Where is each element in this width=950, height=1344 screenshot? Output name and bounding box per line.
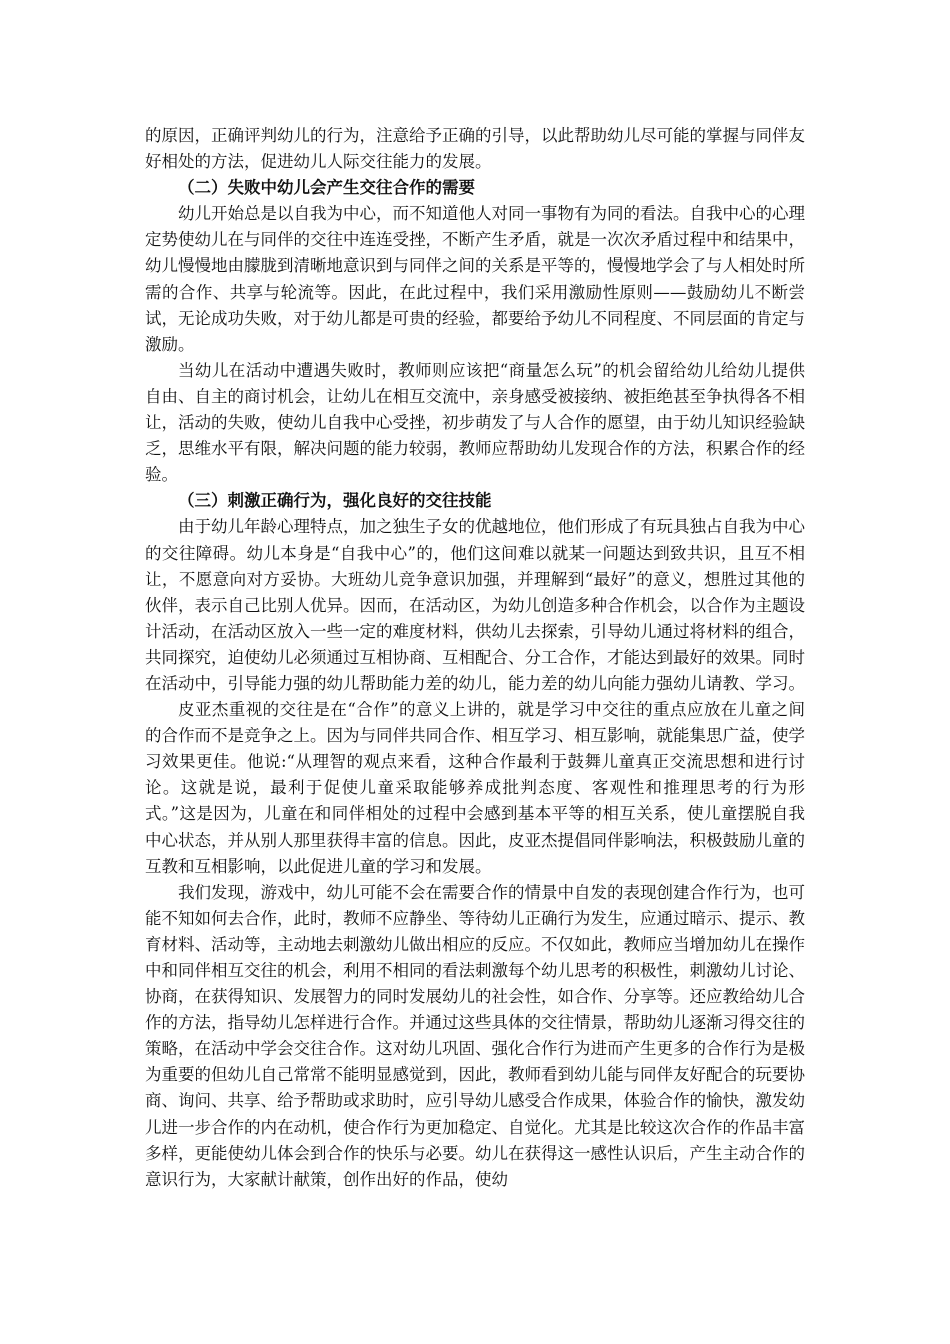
section-heading-3: （三）刺激正确行为，强化良好的交往技能 bbox=[178, 491, 492, 511]
paragraph-continued: 的原因，正确评判幼儿的行为，注意给予正确的引导，以此帮助幼儿尽可能的掌握与同伴友好相处的方法，促进幼儿人际交往能力的发展。 bbox=[145, 126, 805, 172]
document-body bbox=[145, 123, 805, 1193]
paragraph: 我们发现，游戏中，幼儿可能不会在需要合作的情景中自发的表现创建合作行为，也可能不知如何去合作，此时，教师不应静坐、等待幼儿正确行为发生，应通过暗示、提示、教育材料、活动等，主动地去刺激幼儿做出相应的反应。不仅如此，教师应当增加幼儿在操作中和同伴相互交往的机会，利用不相同的看法刺激每个幼儿思考的积极性，刺激幼儿讨论、协商，在获得知识、发展智力的同时发展幼儿的社会性，如合作、分享等。还应教给幼儿合作的方法，指导幼儿怎样进行合作。并通过这些具体的交往情景，帮助幼儿逐渐习得交往的策略，在活动中学会交往合作。这对幼儿巩固、强化合作行为进而产生更多的合作行为是极为重要的但幼儿自己常常不能明显感觉到，因此，教师看到幼儿能与同伴友好配合的玩要协商、询问、共享、给予帮助或求助时，应引导幼儿感受合作成果，体验合作的愉快，激发幼儿进一步合作的内在动机，使合作行为更加稳定、自觉化。尤其是比较这次合作的作品丰富多样，更能使幼儿体会到合作的快乐与必要。幼儿在获得这一感性认识后，产生主动合作的意识行为，大家献计献策，创作出好的作品，使幼 bbox=[145, 882, 805, 1189]
section-heading-2: （二）失败中幼儿会产生交往合作的需要 bbox=[178, 178, 475, 198]
paragraph: 皮亚杰重视的交往是在“合作”的意义上讲的，就是学习中交往的重点应放在儿童之间的合作而不是竞争之上。因为与同伴共同合作、相互学习、相互影响，就能集思广益，使学习效果更佳。他说:“从理智的观点来看，这种合作最利于鼓舞儿童真正交流思想和进行讨论。这就是说，最利于促使儿童采取能够养成批判态度、客观性和推理思考的行为形式。”这是因为，儿童在和同伴相处的过程中会感到基本平等的相互关系，使儿童摆脱自我中心状态，并从别人那里获得丰富的信息。因此，皮亚杰提倡同伴影响法，积极鼓励儿童的互教和互相影响，以此促进儿童的学习和发展。 bbox=[145, 700, 805, 876]
paragraph: 当幼儿在活动中遭遇失败时，教师则应该把“商量怎么玩”的机会留给幼儿给幼儿提供自由、自主的商讨机会，让幼儿在相互交流中，亲身感受被接纳、被拒绝甚至争执得各不相让，活动的失败，使幼儿自我中心受挫，初步萌发了与人合作的愿望，由于幼儿知识经验缺乏，思维水平有限，解决问题的能力较弱，教师应帮助幼儿发现合作的方法，积累合作的经验。 bbox=[145, 360, 805, 485]
paragraph: 由于幼儿年龄心理特点，加之独生子女的优越地位，他们形成了有玩具独占自我为中心的交往障碍。幼儿本身是“自我中心”的，他们这间难以就某一问题达到致共识，且互不相让，不愿意向对方妥协。大班幼儿竞争意识加强，并理解到“最好”的意义，想胜过其他的伙伴，表示自己比别人优异。因而，在活动区，为幼儿创造多种合作机会，以合作为主题设计活动，在活动区放入一些一定的难度材料，供幼儿去探索，引导幼儿通过将材料的组合，共同探究，迫使幼儿必须通过互相协商、互相配合、分工合作，才能达到最好的效果。同时在活动中，引导能力强的幼儿帮助能力差的幼儿，能力差的幼儿向能力强幼儿请教、学习。 bbox=[145, 517, 805, 693]
paragraph: 幼儿开始总是以自我为中心，而不知道他人对同一事物有为同的看法。自我中心的心理定势使幼儿在与同伴的交往中连连受挫，不断产生矛盾，就是一次次矛盾过程中和结果中，幼儿慢慢地由朦胧到清晰地意识到与同伴之间的关系是平等的，慢慢地学会了与人相处时所需的合作、共享与轮流等。因此，在此过程中，我们采用激励性原则——鼓励幼儿不断尝试，无论成功失败，对于幼儿都是可贵的经验，都要给予幼儿不同程度、不同层面的肯定与激励。 bbox=[145, 204, 805, 354]
